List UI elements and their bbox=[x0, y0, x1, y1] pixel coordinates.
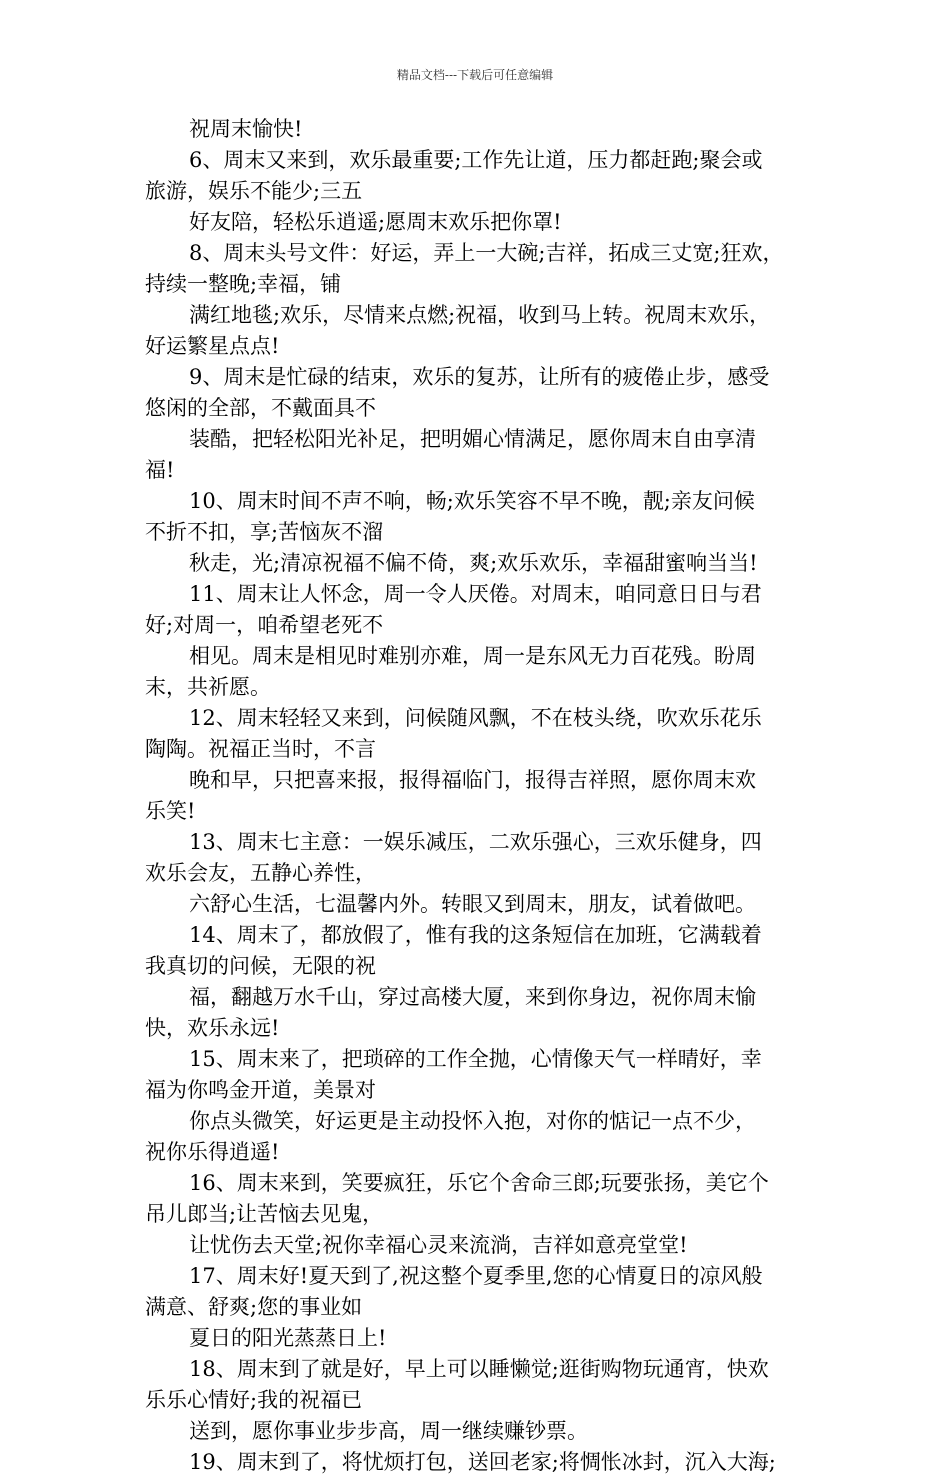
text-line: 相见。周末是相见时难别亦难，周一是东风无力百花残。盼周 bbox=[189, 644, 756, 668]
text-line: 陶陶。祝福正当时，不言 bbox=[145, 737, 376, 761]
text-line: 福为你鸣金开道，美景对 bbox=[145, 1078, 376, 1102]
text-line: 好;对周一，咱希望老死不 bbox=[145, 613, 384, 637]
text-line: 夏日的阳光蒸蒸日上! bbox=[189, 1326, 387, 1350]
text-line: 满意、舒爽;您的事业如 bbox=[145, 1295, 363, 1319]
text-line: 让忧伤去天堂;祝你幸福心灵来流淌，吉祥如意亮堂堂! bbox=[189, 1233, 688, 1257]
text-line: 不折不扣，享;苦恼灰不溜 bbox=[145, 520, 384, 544]
text-line: 乐笑! bbox=[145, 799, 196, 823]
text-line: 14、周末了，都放假了，惟有我的这条短信在加班，它满载着 bbox=[189, 923, 762, 947]
text-line: 11、周末让人怀念，周一令人厌倦。对周末，咱同意日日与君 bbox=[189, 582, 762, 606]
document-body bbox=[145, 114, 825, 1478]
text-line: 我真切的问候，无限的祝 bbox=[145, 954, 376, 978]
text-line: 17、周末好!夏天到了,祝这整个夏季里,您的心情夏日的凉风般 bbox=[189, 1264, 763, 1288]
text-line: 18、周末到了就是好，早上可以睡懒觉;逛街购物玩通宵，快欢 bbox=[189, 1357, 769, 1381]
text-line: 12、周末轻轻又来到，问候随风飘，不在枝头绕，吹欢乐花乐 bbox=[189, 706, 762, 730]
text-line: 秋走，光;清凉祝福不偏不倚，爽;欢乐欢乐，幸福甜蜜响当当! bbox=[189, 551, 758, 575]
text-line: 乐乐心情好;我的祝福已 bbox=[145, 1388, 363, 1412]
text-line: 快，欢乐永远! bbox=[145, 1016, 280, 1040]
text-line: 10、周末时间不声不响，畅;欢乐笑容不早不晚，靓;亲友问候 bbox=[189, 489, 755, 513]
text-line: 9、周末是忙碌的结束，欢乐的复苏，让所有的疲倦止步，感受 bbox=[189, 365, 770, 389]
text-line: 福! bbox=[145, 458, 175, 482]
text-line: 祝周末愉快! bbox=[189, 117, 303, 141]
text-line: 祝你乐得逍遥! bbox=[145, 1140, 280, 1164]
text-line: 持续一整晚;幸福，铺 bbox=[145, 272, 342, 296]
text-line: 旅游，娱乐不能少;三五 bbox=[145, 179, 363, 203]
text-line: 16、周末来到，笑要疯狂，乐它个舍命三郎;玩要张扬，美它个 bbox=[189, 1171, 769, 1195]
text-line: 吊儿郎当;让苦恼去见鬼， bbox=[145, 1202, 384, 1226]
text-line: 装酷，把轻松阳光补足，把明媚心情满足，愿你周末自由享清 bbox=[189, 427, 756, 451]
text-line: 欢乐会友，五静心养性， bbox=[145, 861, 376, 885]
text-line: 19、周末到了，将忧烦打包，送回老家;将惆怅冰封，沉入大海; bbox=[189, 1450, 776, 1474]
text-line: 8、周末头号文件：好运，弄上一大碗;吉祥，拓成三丈宽;狂欢， bbox=[189, 241, 784, 265]
text-line: 好友陪，轻松乐逍遥;愿周末欢乐把你罩! bbox=[189, 210, 562, 234]
text-line: 6、周末又来到，欢乐最重要;工作先让道，压力都赶跑;聚会或 bbox=[189, 148, 763, 172]
page-header: 精品文档---下载后可任意编辑 bbox=[396, 68, 554, 82]
text-line: 满红地毯;欢乐，尽情来点燃;祝福，收到马上转。祝周末欢乐， bbox=[189, 303, 771, 327]
text-line: 福，翻越万水千山，穿过高楼大厦，来到你身边，祝你周末愉 bbox=[189, 985, 756, 1009]
text-line: 送到，愿你事业步步高，周一继续赚钞票。 bbox=[189, 1419, 588, 1443]
text-line: 15、周末来了，把琐碎的工作全抛，心情像天气一样晴好，幸 bbox=[189, 1047, 762, 1071]
text-line: 13、周末七主意：一娱乐减压，二欢乐强心，三欢乐健身，四 bbox=[189, 830, 762, 854]
text-line: 晚和早，只把喜来报，报得福临门，报得吉祥照，愿你周末欢 bbox=[189, 768, 756, 792]
text-line: 悠闲的全部，不戴面具不 bbox=[145, 396, 376, 420]
text-line: 好运繁星点点! bbox=[145, 334, 280, 358]
text-line: 六舒心生活，七温馨内外。转眼又到周末，朋友，试着做吧。 bbox=[189, 892, 756, 916]
text-line: 末，共祈愿。 bbox=[145, 675, 271, 699]
text-line: 你点头微笑，好运更是主动投怀入抱，对你的惦记一点不少， bbox=[189, 1109, 756, 1133]
